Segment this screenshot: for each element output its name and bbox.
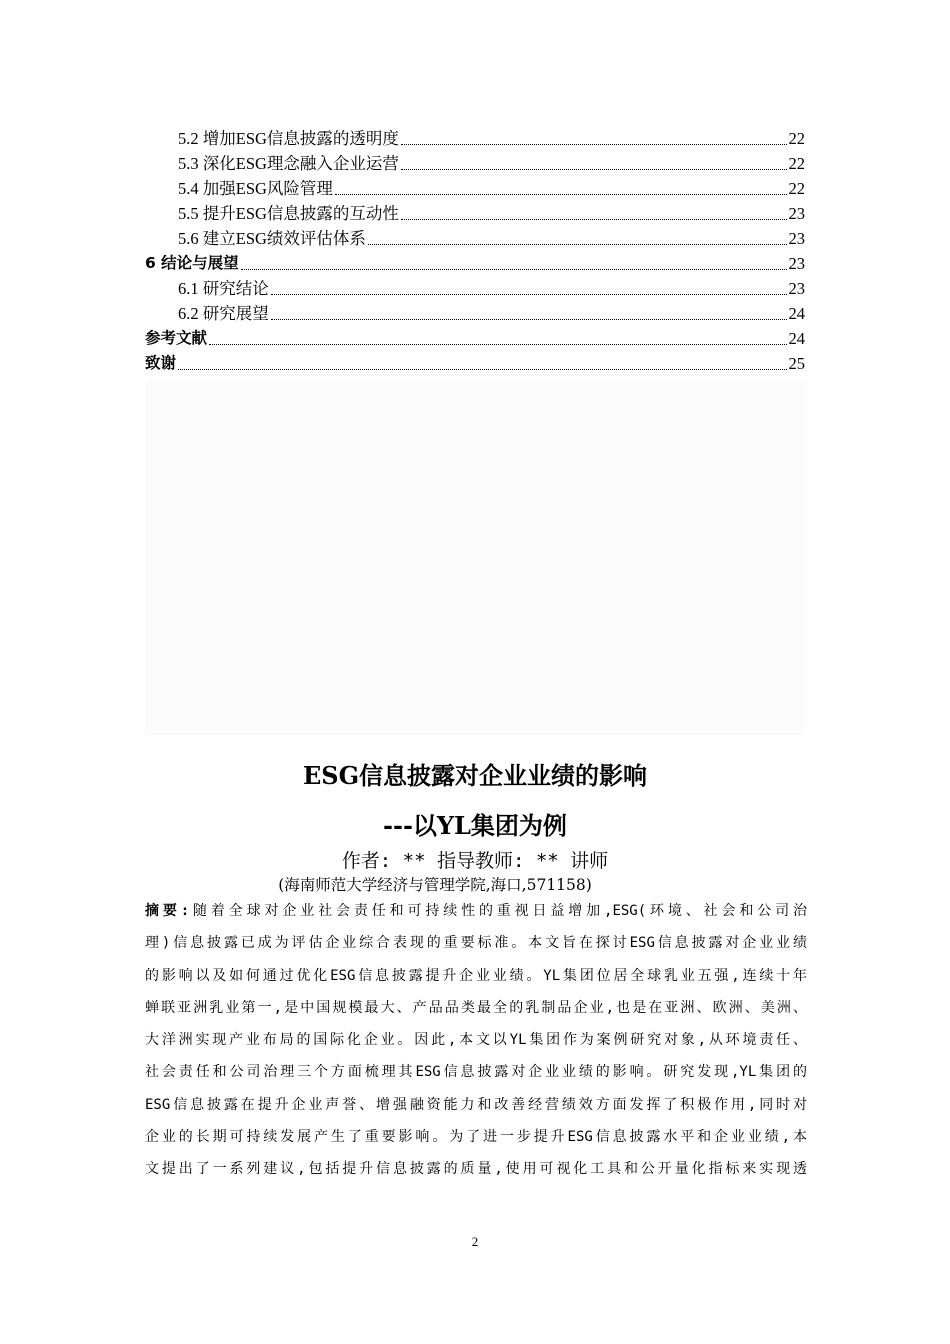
page-number: 2 bbox=[471, 1234, 479, 1249]
toc-entry-label: 5.3 深化ESG理念融入企业运营 bbox=[178, 154, 399, 173]
toc-entry[interactable] bbox=[145, 276, 805, 301]
toc-entry-page: 23 bbox=[788, 204, 805, 223]
toc-leader-dots bbox=[401, 219, 787, 220]
toc-leader-dots bbox=[209, 344, 786, 345]
toc-leader-dots bbox=[271, 294, 787, 295]
toc-entry[interactable] bbox=[145, 326, 805, 351]
toc-entry-label: 5.2 增加ESG信息披露的透明度 bbox=[178, 129, 399, 148]
affiliation: (海南师范大学经济与管理学院,海口,571158) bbox=[278, 876, 592, 894]
toc-leader-dots bbox=[401, 169, 787, 170]
toc-entry-page: 22 bbox=[788, 179, 805, 198]
toc-entry-label: 6.2 研究展望 bbox=[178, 304, 269, 323]
abstract-line: ESG信息披露在提升企业声誉、增强融资能力和改善经营绩效方面发挥了积极作用,同时对 bbox=[145, 1096, 807, 1113]
abstract-line: 的影响以及如何通过优化ESG信息披露提升企业业绩。YL集团位居全球乳业五强,连续十年 bbox=[145, 967, 807, 984]
abstract-line: 社会责任和公司治理三个方面梳理其ESG信息披露对企业业绩的影响。研究发现,YL集团的 bbox=[145, 1064, 807, 1081]
paper-title: ESG信息披露对企业业绩的影响 bbox=[302, 761, 648, 790]
blank-area bbox=[145, 380, 805, 735]
toc-entry[interactable] bbox=[145, 151, 805, 176]
table-of-contents bbox=[145, 126, 805, 376]
toc-entry[interactable] bbox=[145, 301, 805, 326]
toc-leader-dots bbox=[368, 244, 787, 245]
abstract-line: 蝉联亚洲乳业第一,是中国规模最大、产品品类最全的乳制品企业,也是在亚洲、欧洲、美洲、 bbox=[145, 999, 807, 1016]
toc-leader-dots bbox=[178, 369, 786, 370]
toc-entry-page: 24 bbox=[788, 304, 805, 323]
toc-leader-dots bbox=[401, 144, 787, 145]
abstract-label: 摘要: bbox=[145, 903, 190, 919]
paper-subtitle: ---以YL集团为例 bbox=[383, 811, 567, 840]
abstract bbox=[145, 895, 807, 1186]
toc-entry[interactable] bbox=[145, 226, 805, 251]
toc-leader-dots bbox=[241, 269, 787, 270]
toc-entry-page: 22 bbox=[788, 129, 805, 148]
toc-entry[interactable] bbox=[145, 176, 805, 201]
toc-leader-dots bbox=[271, 319, 787, 320]
toc-entry-page: 23 bbox=[788, 279, 805, 298]
toc-entry-page: 24 bbox=[788, 329, 805, 348]
abstract-text: 随着全球对企业社会责任和可持续性的重视日益增加,ESG(环境、社会和公司治 bbox=[189, 903, 807, 919]
toc-entry-label: 致谢 bbox=[145, 354, 177, 372]
abstract-line: 文提出了一系列建议,包括提升信息披露的质量,使用可视化工具和公开量化指标来实现透 bbox=[145, 1161, 807, 1178]
toc-entry-label: 参考文献 bbox=[145, 329, 208, 347]
author-line: 作者: ** 指导教师: ** 讲师 bbox=[341, 850, 609, 872]
toc-entry-page: 22 bbox=[788, 154, 805, 173]
toc-entry-label: 6 结论与展望 bbox=[145, 254, 239, 272]
toc-entry[interactable] bbox=[145, 351, 805, 376]
abstract-line: 理)信息披露已成为评估企业综合表现的重要标准。本文旨在探讨ESG信息披露对企业业绩 bbox=[145, 935, 807, 952]
toc-entry[interactable] bbox=[145, 251, 805, 276]
abstract-line: 企业的长期可持续发展产生了重要影响。为了进一步提升ESG信息披露水平和企业业绩,本 bbox=[145, 1129, 807, 1146]
toc-entry-label: 5.5 提升ESG信息披露的互动性 bbox=[178, 204, 399, 223]
toc-entry-label: 5.4 加强ESG风险管理 bbox=[178, 179, 333, 198]
toc-entry-page: 23 bbox=[788, 254, 805, 273]
toc-entry[interactable] bbox=[145, 201, 805, 226]
toc-entry-page: 23 bbox=[788, 229, 805, 248]
toc-leader-dots bbox=[335, 194, 787, 195]
abstract-line bbox=[145, 895, 807, 927]
abstract-line: 大洋洲实现产业布局的国际化企业。因此,本文以YL集团作为案例研究对象,从环境责任、 bbox=[145, 1032, 807, 1049]
toc-entry-label: 6.1 研究结论 bbox=[178, 279, 269, 298]
toc-entry-page: 25 bbox=[788, 354, 805, 373]
toc-entry-label: 5.6 建立ESG绩效评估体系 bbox=[178, 229, 366, 248]
toc-entry[interactable] bbox=[145, 126, 805, 151]
